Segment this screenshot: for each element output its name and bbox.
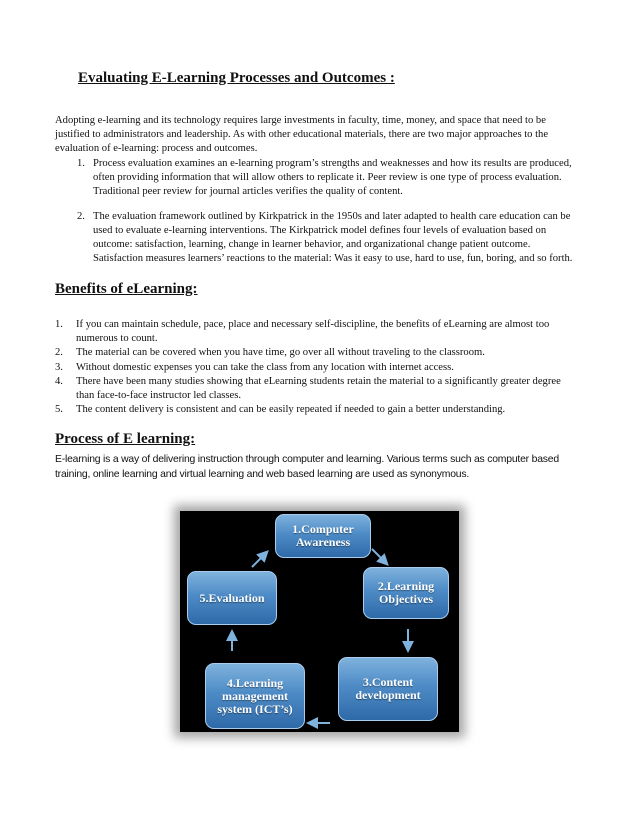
benefits-list bbox=[55, 318, 575, 417]
arrow-1-to-2 bbox=[372, 549, 386, 563]
step-evaluation: 5.Evaluation bbox=[187, 571, 277, 625]
list-item-text: The material can be covered when you have time, go over all without traveling to the classroom. bbox=[76, 347, 485, 359]
list-item bbox=[55, 157, 575, 199]
cycle-arrows bbox=[180, 511, 459, 732]
list-number: 1. bbox=[55, 319, 63, 330]
list-number: 1. bbox=[77, 158, 85, 169]
list-number: 2. bbox=[55, 347, 63, 359]
list-item bbox=[55, 375, 575, 403]
step-learning-management-system: 4.Learning management system (ICT’s) bbox=[205, 663, 305, 729]
list-item-text: Process evaluation examines an e-learning program’s strengths and weaknesses and how its results are produced, often providing information that will allow others to replicate it. Peer review is one type of process evaluation. Traditional peer review for journal articles verifies the quality of content. bbox=[93, 158, 572, 197]
step-learning-objectives: 2.Learning Objectives bbox=[363, 567, 449, 619]
elearning-cycle-diagram bbox=[180, 511, 459, 732]
list-item bbox=[55, 403, 575, 417]
list-number: 4. bbox=[55, 375, 63, 387]
section-title-benefits: Benefits of eLearning: bbox=[55, 281, 198, 297]
list-item bbox=[55, 361, 575, 375]
list-item-text: The evaluation framework outlined by Kirkpatrick in the 1950s and later adapted to health care education can be used to evaluate e-learning interventions. The Kirkpatrick model defines four levels of evaluation based on outcome: satisfaction, learning, change in learner behavior, and organizational change patient outcome. Satisfaction measures learners’ reactions to the material: Was it easy to use, hard to use, fun, boring, and so forth. bbox=[93, 211, 573, 264]
list-item-text: The content delivery is consistent and can be easily repeated if needed to gain a better understanding. bbox=[76, 404, 506, 416]
section-title-evaluating: Evaluating E-Learning Processes and Outcomes : bbox=[78, 70, 395, 86]
section-title-process: Process of E learning: bbox=[55, 431, 196, 447]
list-number: 2. bbox=[77, 211, 85, 222]
step-content-development: 3.Content development bbox=[338, 657, 438, 721]
process-paragraph: E-learning is a way of delivering instruction through computer and learning. Various terms such as computer based training, online learning and virtual learning and web based learning are used as synonymous. bbox=[55, 454, 559, 480]
step-computer-awareness: 1.Computer Awareness bbox=[275, 514, 371, 558]
list-item bbox=[55, 318, 575, 346]
list-number: 5. bbox=[55, 404, 63, 416]
list-item-text: Without domestic expenses you can take the class from any location with internet access. bbox=[76, 361, 454, 373]
list-item bbox=[55, 210, 575, 266]
evaluation-list-2 bbox=[55, 210, 575, 266]
evaluation-list bbox=[55, 157, 575, 199]
list-item-text: If you can maintain schedule, pace, place and necessary self-discipline, the benefits of eLearning are almost too numerous to count. bbox=[76, 319, 550, 345]
list-item-text: There have been many studies showing that eLearning students retain the material to a significantly greater degree than face-to-face instructor led classes. bbox=[76, 375, 561, 402]
list-number: 3. bbox=[55, 361, 63, 373]
list-item bbox=[55, 346, 575, 360]
intro-paragraph: Adopting e-learning and its technology requires large investments in faculty, time, money, and space that need to be justified to administrators and leadership. As with other educational materials, there are two major approaches to the evaluation of e-learning: process and outcomes. bbox=[55, 115, 549, 154]
arrow-5-to-1 bbox=[252, 553, 266, 567]
